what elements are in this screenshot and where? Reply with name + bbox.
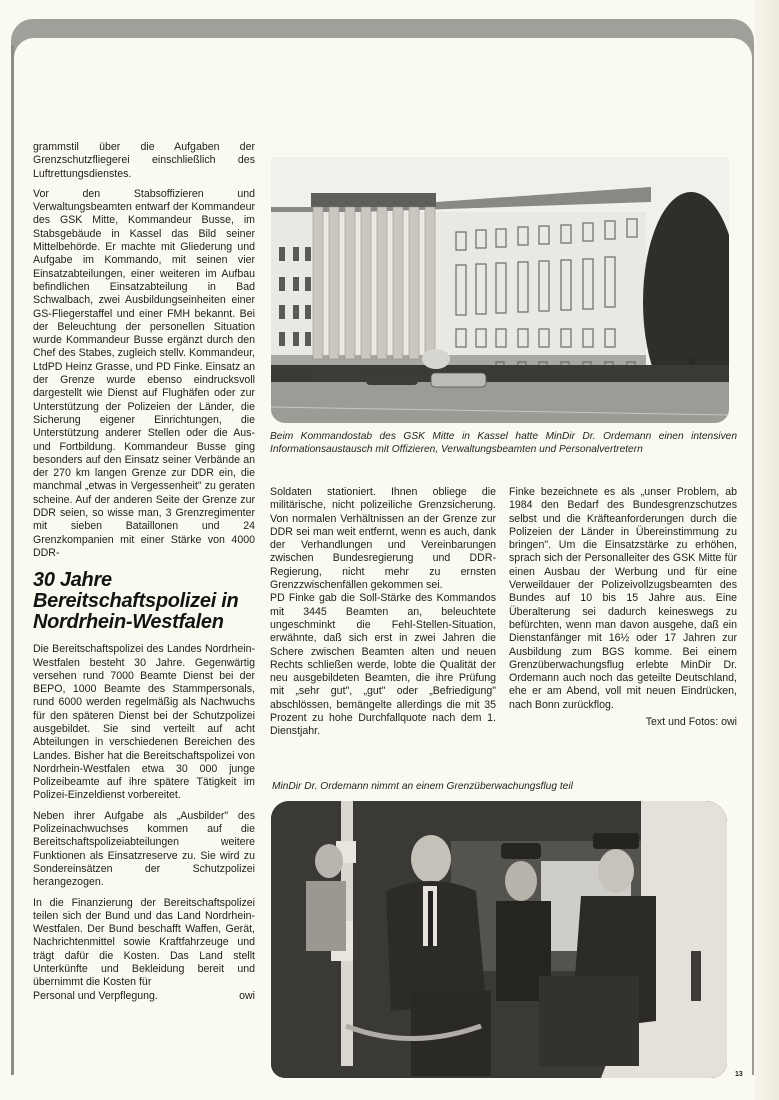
author-signature: owi: [239, 989, 255, 1002]
frame-left-rule: [11, 45, 14, 1075]
paragraph: grammstil über die Aufgaben der Grenzschutzfliegerei einschließlich des Luftrettungsdienstes.: [33, 141, 255, 180]
helicopter-image: [271, 801, 727, 1078]
right-column: [509, 486, 737, 729]
photo-kassel-building: [271, 157, 729, 423]
photo-caption-helicopter: MinDir Dr. Ordemann nimmt an einem Grenzüberwachungsflug teil: [272, 781, 573, 792]
paragraph: In die Finanzierung der Bereitschaftspolizei teilen sich der Bund und das Land Nordrhein-Westfalen. Der Bund beschafft Waffen, Gerät, Nachrichtenmittel sowie Kraftfahrzeuge und trägt dafür die Kosten. Das Land stellt Unterkünfte und Bekleidung bereit und übernimmt die Kosten für: [33, 896, 255, 989]
paragraph: Neben ihrer Aufgabe als „Ausbilder" des Polizeinachwuchses kommen auf die Bereitschaftspolizeiabteilungen weitere Funktionen als Einsatzreserve zu. Sie wird zu Sondereinsätzen der Schutzpolizei herangezogen.: [33, 809, 255, 889]
paragraph: Vor den Stabsoffizieren und Verwaltungsbeamten entwarf der Kommandeur des GSK Mitte, Kommandeur Busse, im Stabsgebäude in Kassel das Bild seiner Mittelbehörde. Er machte mit Gliederung und Aufgabe im Kommando, mit seinen vier Einsatzabteilungen, einer weiteren im Aufbau befindlichen Einsatzabteilung in Bad Schwalbach, zwei Ausbildungseinheiten einer GS-Fliegerstaffel und einer FMH bekannt. Bei der Beleuchtung der personellen Situation wurde Kommandeur Busse ergänzt durch den Chef des Stabes, zugleich stellv. Kommandeur, LtdPD Heinz Grasse, und PD Finke. Einsatz an der Grenze wurde ebenso eindrucksvoll dargestellt wie Dienst auf Flughäfen oder zur Unterstützung der Polizeien der Länder, die Sicherung eigener Einrichtungen, die Unterstützung anderer Stellen oder die Aus- und Fortbildung. Kommandeur Busse ging besonders auf den Einsatz seiner Verbände an der 270 km langen Grenze zur DDR ein, die manchmal „etwas in Vergessenheit" zu geraten scheine. Auf der anderen Seite der Grenze zur DDR seien, so wisse man, 3 Grenzregimenter mit sieben Bataillonen und 24 Grenzkompanien mit einer Stärke von 4000 DDR-: [33, 187, 255, 559]
paragraph: PD Finke gab die Soll-Stärke des Kommandos mit 3445 Beamten an, beleuchtete ungeschminkt die Fehl-Stellen-Situation, erwähnte, daß sich erst in zwei Jahren die Schere zwischen Beamten alten und neuen Rechts schließen werde, lobte die Qualität der neu ausgebildeten Beamten, die ihre Prüfung mit „sehr gut", „gut" oder „Befriedigung" abschlössen, bemängelte allerdings die mit 35 Prozent zu hohe Durchfallquote nach dem 1. Dienstjahr.: [270, 592, 496, 738]
middle-column: [270, 486, 496, 739]
page-edge: [755, 0, 779, 1100]
frame-right-rule: [752, 45, 754, 1075]
paragraph: Finke bezeichnete es als „unser Problem, ab 1984 den Bedarf des Bundesgrenzschutzes selbst und die Kräfteanforderungen durch die Polizeien der Länder in Übereinstimmung zu bringen". Um die Einsatzstärke zu erhöhen, sprach sich der Personalleiter des GSK Mitte für einen Ausbau der Werbung und für eine Verweildauer der Polizeivollzugsbeamten des Bundes auf 10 bis 15 Jahre aus. Eine Überalterung sei dadurch keineswegs zu befürchten, wenn man davon ausgehe, daß ein Dienstanfänger mit 16½ oder 17 Jahren zur Ausbildung zum BGS komme. Bei einem Grenzüberwachungsflug erlebte MinDir Dr. Ordemann auch noch das geteilte Deutschland, ehe er am Abend, voll mit neuen Eindrücken, nach Bonn zurückflog.: [509, 486, 737, 711]
photo-helicopter-crew: [271, 801, 727, 1078]
photo-caption-building: Beim Kommandostab des GSK Mitte in Kassel hatte MinDir Dr. Ordemann einen intensiven Informationsaustausch mit Offizieren, Verwaltungsbeamten und Personalvertretern: [270, 431, 737, 455]
top-border-inner: [14, 38, 752, 68]
photo-credit: Text und Fotos: owi: [645, 716, 737, 729]
page-number: 13: [735, 1071, 743, 1078]
article-headline: 30 Jahre Bereitschaftspolizei in Nordrhein-Westfalen: [33, 569, 239, 634]
left-column: [33, 141, 255, 1003]
building-image: [271, 157, 729, 423]
paragraph: Die Bereitschaftspolizei des Landes Nordrhein-Westfalen besteht 30 Jahre. Gegenwärtig versehen rund 7000 Beamte Dienst bei der BEPO, 1000 Beamte des Stammpersonals, rund 6000 werden regelmäßig als Nachwuchs für den späteren Dienst bei der Schutzpolizei ausgebildet. Sie sind verteilt auf acht Abteilungen in verschiedenen Bereichen des Landes. Bisher hat die Bereitschaftspolizei von Nordrhein-Westfalen etwa 30 000 junge Polizeibeamte auf ihre spätere Tätigkeit im Polizei-Einzeldienst vorbereitet.: [33, 643, 255, 802]
closing-line: [33, 990, 255, 1003]
closing-text: Personal und Verpflegung.: [33, 989, 158, 1002]
paragraph: Soldaten stationiert. Ihnen obliege die militärische, nicht polizeiliche Grenzsicherung. Von normalen Verhältnissen an der Grenze zur DDR sei man weit entfernt, wenn es auch, dank der Verhandlungen und Vereinbarungen zwischen Bundesregierung und DDR-Regierung, nicht mehr zu ernsten Grenzzwischenfällen gekommen sei.: [270, 486, 496, 592]
